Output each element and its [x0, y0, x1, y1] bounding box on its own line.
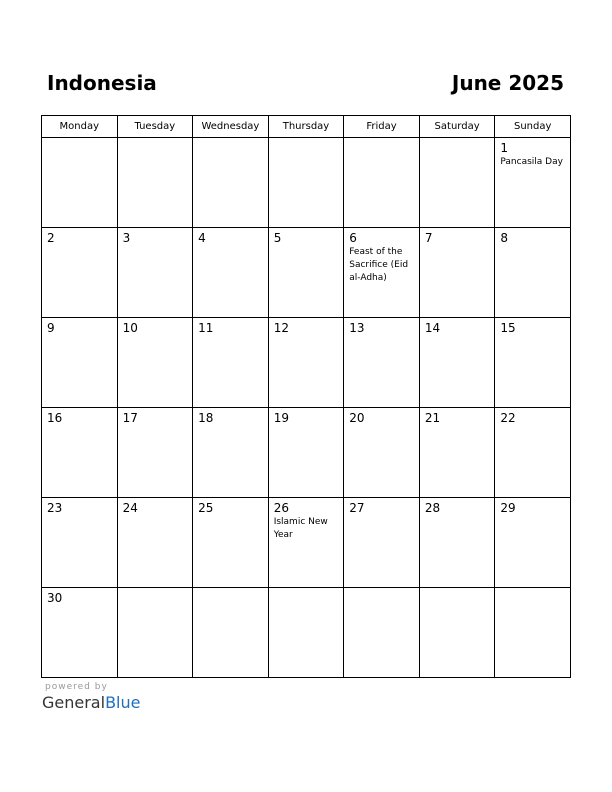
day-number: 6 — [349, 231, 357, 245]
day-cell — [42, 588, 118, 678]
weekday-header: Friday — [344, 116, 420, 138]
day-cell — [193, 318, 269, 408]
day-cell — [117, 588, 193, 678]
day-number: 3 — [122, 231, 131, 245]
brand-name-part1: General — [42, 693, 106, 712]
day-cell — [344, 408, 420, 498]
day-cell — [117, 228, 193, 318]
day-number: 1 — [500, 141, 509, 155]
day-cell — [268, 588, 344, 678]
day-cell — [495, 138, 571, 228]
day-cell — [495, 588, 571, 678]
weekday-header: Sunday — [495, 116, 571, 138]
holiday-label: Islamic New Year — [273, 517, 328, 540]
week-row — [42, 588, 571, 678]
day-cell — [419, 408, 495, 498]
day-cell — [344, 588, 420, 678]
brand-name-part2: Blue — [105, 693, 141, 712]
day-number: 7 — [424, 231, 433, 245]
day-cell — [419, 228, 495, 318]
day-cell — [344, 498, 420, 588]
weekday-header: Thursday — [268, 116, 344, 138]
weekday-header-row — [42, 116, 571, 138]
country-title: Indonesia — [47, 71, 157, 95]
day-number: 9 — [47, 321, 55, 335]
day-number: 2 — [47, 231, 55, 245]
day-cell — [268, 498, 344, 588]
day-number: 14 — [424, 321, 441, 335]
day-cell — [419, 498, 495, 588]
day-number: 5 — [273, 231, 282, 245]
day-number: 26 — [273, 501, 289, 515]
day-number: 11 — [198, 321, 214, 335]
day-number: 22 — [500, 411, 516, 425]
month-title: June 2025 — [451, 71, 564, 95]
day-number: 20 — [349, 411, 365, 425]
day-cell — [419, 588, 495, 678]
day-number: 29 — [500, 501, 516, 515]
day-cell — [419, 318, 495, 408]
day-number: 28 — [424, 501, 441, 515]
day-cell — [419, 138, 495, 228]
week-row — [42, 228, 571, 318]
brand-logo[interactable] — [42, 693, 140, 712]
weekday-header: Tuesday — [117, 116, 193, 138]
day-cell — [495, 498, 571, 588]
holiday-label: Feast of the Sacrifice (Eid al-Adha) — [349, 247, 409, 283]
day-cell — [495, 408, 571, 498]
day-cell — [117, 408, 193, 498]
day-cell — [42, 138, 118, 228]
day-number: 8 — [500, 231, 509, 245]
day-number: 12 — [273, 321, 289, 335]
day-cell — [344, 318, 420, 408]
day-number: 17 — [122, 411, 138, 425]
day-number: 30 — [47, 591, 63, 605]
week-row — [42, 408, 571, 498]
day-cell — [268, 318, 344, 408]
day-number: 15 — [500, 321, 516, 335]
day-cell — [495, 228, 571, 318]
day-cell — [344, 228, 420, 318]
day-cell — [117, 318, 193, 408]
powered-by-label: powered by — [45, 682, 108, 692]
day-cell — [268, 408, 344, 498]
day-cell — [193, 588, 269, 678]
day-number: 25 — [198, 501, 214, 515]
holiday-label: Pancasila Day — [500, 157, 563, 167]
day-cell — [495, 318, 571, 408]
weekday-header: Monday — [42, 116, 118, 138]
day-number: 10 — [122, 321, 138, 335]
day-number: 21 — [424, 411, 441, 425]
day-cell — [117, 138, 193, 228]
day-cell — [117, 498, 193, 588]
day-cell — [42, 408, 118, 498]
day-cell — [193, 228, 269, 318]
day-cell — [344, 138, 420, 228]
day-cell — [42, 228, 118, 318]
day-cell — [193, 498, 269, 588]
day-cell — [42, 498, 118, 588]
weekday-header: Wednesday — [193, 116, 269, 138]
day-number: 24 — [122, 501, 138, 515]
day-number: 13 — [349, 321, 365, 335]
day-cell — [193, 408, 269, 498]
day-cell — [268, 138, 344, 228]
day-number: 23 — [47, 501, 63, 515]
day-number: 19 — [273, 411, 289, 425]
day-number: 4 — [198, 231, 206, 245]
week-row — [42, 138, 571, 228]
day-cell — [42, 318, 118, 408]
day-number: 16 — [47, 411, 63, 425]
day-cell — [268, 228, 344, 318]
day-number: 27 — [349, 501, 365, 515]
week-row — [42, 318, 571, 408]
day-number: 18 — [198, 411, 214, 425]
week-row — [42, 498, 571, 588]
calendar-grid — [41, 115, 571, 678]
weekday-header: Saturday — [419, 116, 495, 138]
day-cell — [193, 138, 269, 228]
